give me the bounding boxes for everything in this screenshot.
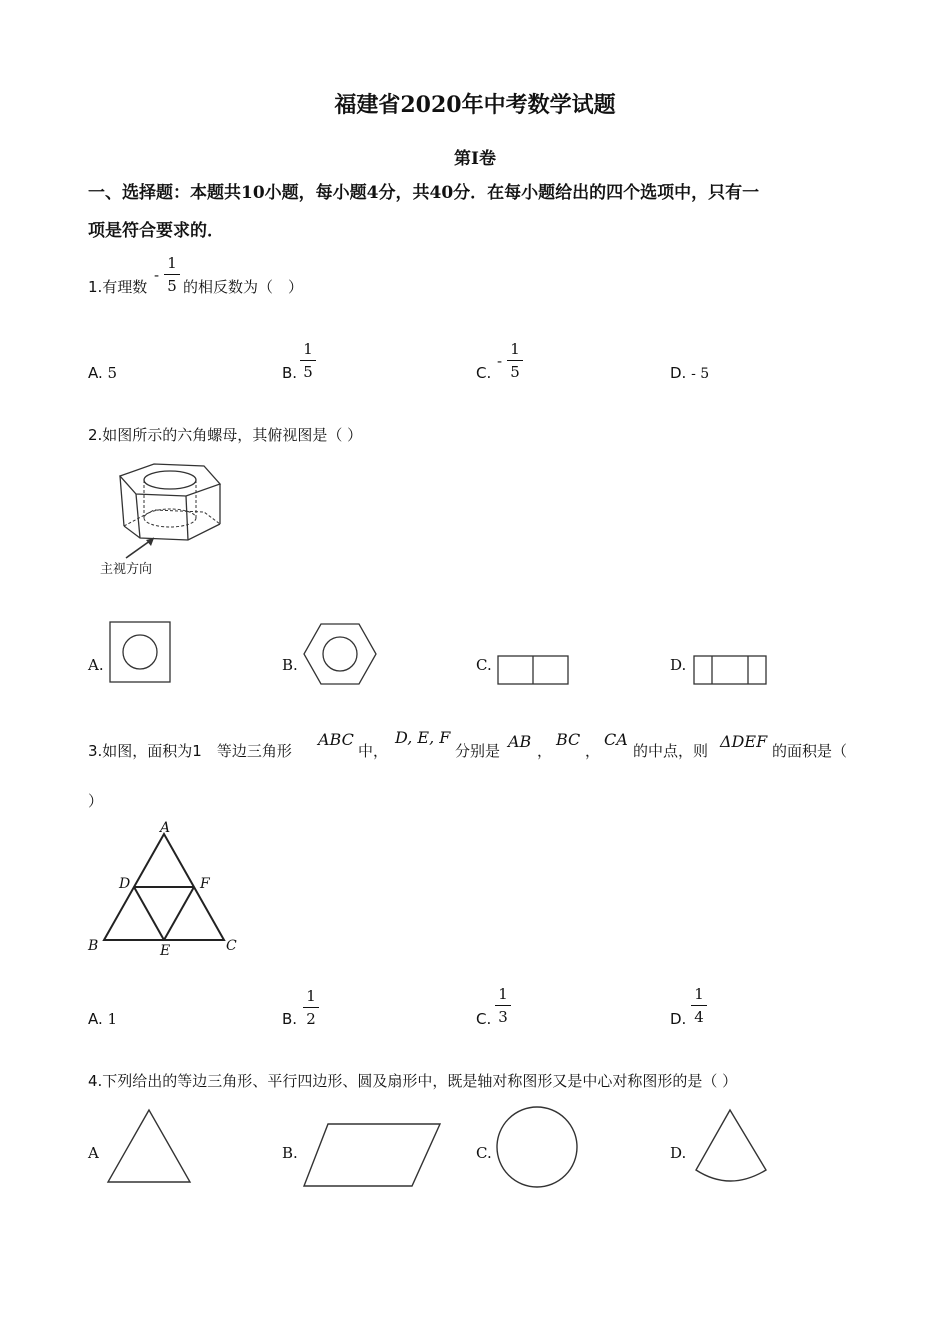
q1-option-c-fraction: 1 5 [507,340,523,381]
label-d: D [119,876,131,892]
q2-option-d-label: D. [670,656,687,674]
q4-option-b-parallelogram [302,1122,444,1190]
q2-option-b-hexagon-circle [302,622,378,686]
q1-option-c-label: C. [476,364,492,382]
q2-option-c-label: C. [476,656,492,674]
q4-option-b-label: B. [282,1144,298,1162]
q3-comma2: ， [585,742,601,760]
q3-ca: CA [604,730,628,749]
q3-bc: BC [556,730,581,749]
label-b: B [88,938,99,954]
q4-option-d-sector [692,1108,772,1188]
page-title: 福建省2020年中考数学试题 [334,92,616,118]
label-e: E [160,943,171,959]
q3-option-d-fraction: 1 4 [691,985,707,1026]
q1-fraction: 1 5 [164,254,180,295]
q3-comma1: ， [537,742,553,760]
q3-option-d-label: D. [670,1010,687,1028]
section-heading-line2: 项是符合要求的． [88,221,224,241]
q2-option-b-label: B. [282,656,298,674]
q4-option-d-label: D. [670,1144,687,1162]
q1-stem-post: 的相反数为（ ） [183,278,304,296]
q4-option-c-label: C. [476,1144,492,1162]
q3-def-points: D, E, F [395,728,451,747]
q1-minus: - [154,266,160,284]
view-direction-caption: 主视方向 [100,562,153,577]
q4-stem: 4.下列给出的等边三角形、平行四边形、圆及扇形中，既是轴对称图形又是中心对称图形的是（ ） [88,1072,738,1090]
q2-stem: 2.如图所示的六角螺母，其俯视图是（ ） [88,426,363,444]
q3-option-b-label: B. [282,1010,298,1028]
q1-option-a: A. 5 [88,364,118,382]
volume-heading: 第Ⅰ卷 [454,149,496,169]
q1-option-b-label: B. [282,364,298,382]
q3-ab: AB [508,732,532,751]
label-c: C [226,938,237,954]
q3-stem-line2: ） [88,792,104,810]
q4-option-c-circle [494,1104,580,1190]
q1-option-d: D. - 5 [670,364,710,382]
q3-mid1: 中， [358,742,389,760]
label-f: F [200,876,210,892]
q2-option-d-three-rects [692,654,768,686]
q4-option-a-triangle [106,1108,194,1186]
q1-stem: 1.有理数 [88,278,148,296]
q3-stem-post: 的面积是（ [772,742,848,760]
q3-mid3: 的中点，则 [633,742,709,760]
q2-option-a-label: A. [88,656,104,674]
q3-option-b-fraction: 1 2 [303,987,319,1028]
q3-mid2: 分别是 [455,742,501,760]
q3-abc: ABC [318,730,354,749]
q3-option-c-label: C. [476,1010,492,1028]
triangle-figure [86,820,246,960]
q1-option-c-minus: - [497,352,503,370]
q1-option-b-fraction: 1 5 [300,340,316,381]
q3-option-c-fraction: 1 3 [495,985,511,1026]
q3-option-a: A. 1 [88,1010,118,1028]
q2-option-a-square-circle [108,620,172,684]
q3-stem-pre: 3.如图，面积为1 等边三角形 [88,742,292,760]
q3-def-triangle: ΔDEF [720,732,768,751]
label-a: A [160,820,171,836]
q2-option-c-two-rects [496,654,570,686]
q4-option-a-label: A [88,1144,99,1162]
section-heading-line1: 一、选择题：本题共10小题，每小题4分，共40分．在每小题给出的四个选项中，只有一 [88,183,760,203]
